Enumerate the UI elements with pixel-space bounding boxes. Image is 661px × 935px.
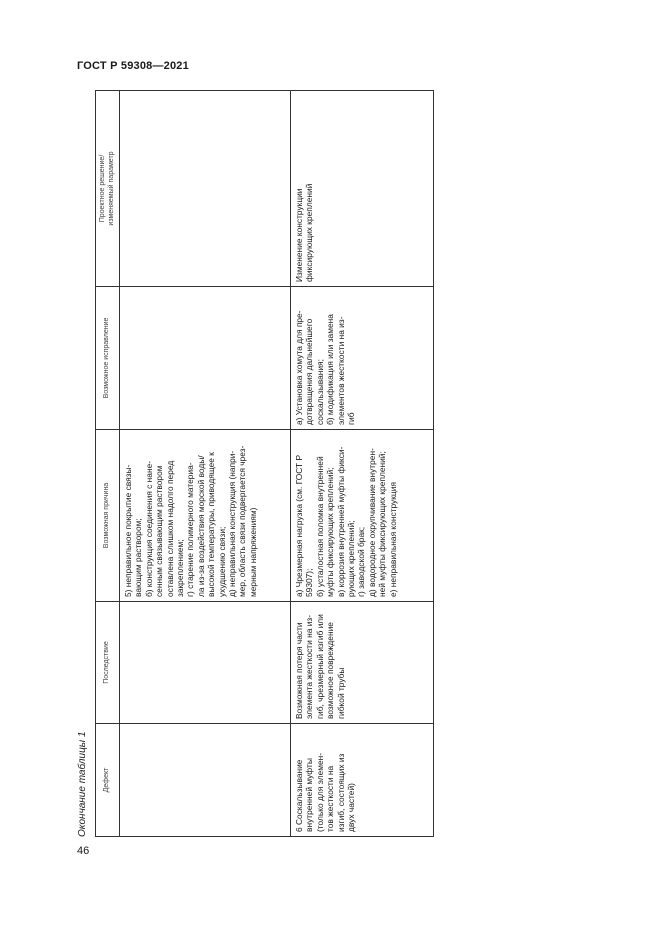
cell-text-line: мерным напряжениям) bbox=[247, 507, 258, 597]
cell-text-line: гиб bbox=[346, 412, 357, 425]
cell-text-line: рующих креплений; bbox=[346, 520, 357, 597]
cell-text-line: элемента жесткости на из- bbox=[304, 614, 315, 719]
cell-text-line: 5) неправильное покрытие связы- bbox=[123, 464, 133, 597]
table-continuation-label: Окончание таблицы 1 bbox=[77, 731, 88, 837]
cell-text-line: ла из-за воздействия морской воды/ bbox=[195, 455, 206, 597]
cell-text-line: а) Установка хомута для пре- bbox=[294, 310, 304, 425]
cell-fix bbox=[120, 287, 291, 430]
cell-design bbox=[291, 91, 434, 287]
cell-text-line: дотвращения дальнейшего bbox=[304, 318, 315, 425]
cell-text-line: двух частей) bbox=[346, 783, 357, 832]
column-header-cause: Возможная причина bbox=[96, 430, 120, 602]
cell-text-line: г) старение полимерного материа- bbox=[185, 462, 196, 597]
rotated-table-block bbox=[73, 91, 431, 837]
cell-fix bbox=[291, 287, 434, 430]
cell-text-line: е) неправильная конструкция bbox=[387, 482, 398, 597]
table-header-row bbox=[96, 91, 120, 837]
cell-text-line: возможное повреждение bbox=[325, 622, 336, 719]
table-row bbox=[120, 91, 291, 837]
cell-text-line: гибкой трубы bbox=[335, 667, 346, 719]
cell-text-line: б) усталостная поломка внутренней bbox=[314, 456, 325, 597]
cell-text-line: гиб, чрезмерный изгиб или bbox=[314, 614, 325, 719]
cell-text-line: тов жесткости на bbox=[325, 765, 336, 832]
cell-text-line: фиксирующих креплений bbox=[304, 183, 315, 282]
cell-text-line: вающим раствором; bbox=[133, 518, 144, 597]
cell-text-line: муфты фиксирующих креплений; bbox=[325, 467, 336, 597]
cell-defect bbox=[291, 724, 434, 837]
cell-text-line: г) заводской брак; bbox=[356, 526, 367, 597]
cell-text-line: ухудшению связи; bbox=[216, 526, 227, 597]
column-header-fix: Возможное исправление bbox=[96, 287, 120, 430]
cell-text-line: в) коррозия внутренней муфты фикси- bbox=[335, 446, 346, 597]
cell-consequence bbox=[120, 602, 291, 724]
cell-text-line: ней муфты фиксирующих креплений; bbox=[377, 451, 388, 597]
page-number: 46 bbox=[77, 845, 90, 857]
document-header: ГОСТ Р 59308—2021 bbox=[77, 60, 189, 72]
cell-text-line: внутренней муфты bbox=[304, 758, 315, 832]
cell-consequence bbox=[291, 602, 434, 724]
cell-design bbox=[120, 91, 291, 287]
cell-text-line: 59307); bbox=[304, 568, 315, 597]
cell-text-line: б) конструкция соединения с нане- bbox=[143, 460, 154, 597]
cell-text-line: (только для элемен- bbox=[314, 752, 325, 832]
column-header-defect: Дефект bbox=[96, 724, 120, 837]
cell-text-line: Возможная потеря части bbox=[294, 622, 304, 719]
cell-text-line: б) модификация или замена bbox=[325, 314, 336, 425]
column-header-design: Проектное решение/ изменяемый параметр bbox=[96, 91, 120, 287]
cell-defect bbox=[120, 724, 291, 837]
cell-text-line: 6 Соскальзывание bbox=[294, 759, 304, 832]
cell-text-line: изгиб, состоящих из bbox=[335, 753, 346, 832]
column-header-consequence: Последствие bbox=[96, 602, 120, 724]
cell-text-line: элементов жесткости на из- bbox=[335, 316, 346, 425]
cell-text-line: закреплением; bbox=[175, 539, 186, 597]
table-row bbox=[291, 91, 434, 837]
cell-causes bbox=[291, 430, 434, 602]
cell-text-line: Изменение конструкции bbox=[294, 188, 304, 282]
cell-text-line: соскальзывания; bbox=[314, 359, 325, 425]
cell-text-line: высокой температуры, приводящее к bbox=[206, 452, 217, 597]
cell-text-line: д) водородное охрупчивание внутрен- bbox=[366, 448, 377, 597]
cell-text-line: сенным связывающим раствором bbox=[154, 465, 165, 597]
cell-text-line: мер, область связи подвергается чрез- bbox=[237, 445, 248, 597]
cell-text-line: д) неправильная конструкция (напри- bbox=[227, 450, 238, 597]
cell-text-line: а) Чрезмерная нагрузка (см. ГОСТ Р bbox=[294, 454, 304, 597]
cell-text-line: оставлена слишком надолго перед bbox=[164, 460, 175, 597]
defects-table bbox=[95, 90, 434, 837]
cell-causes bbox=[120, 430, 291, 602]
